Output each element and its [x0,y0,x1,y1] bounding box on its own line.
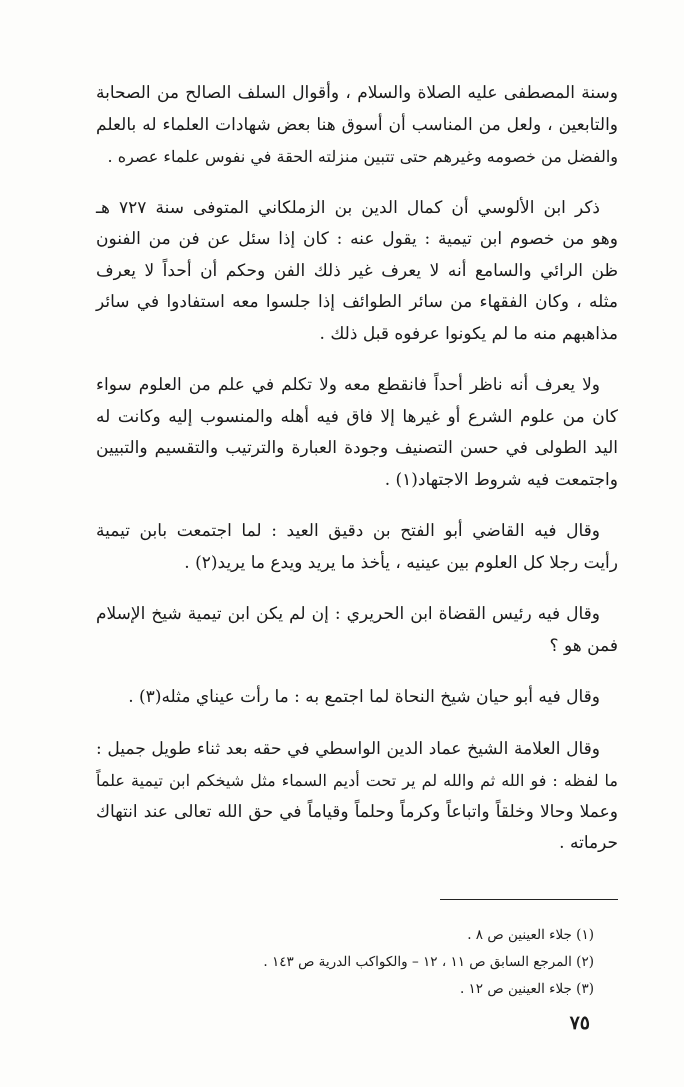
footnote-3: (٣) جلاء العينين ص ١٢ . [459,981,594,997]
footnote-2: (٢) المرجع السابق ص ١١ ، ١٢ – والكواكب الدرية ص ١٤٣ . [263,954,594,970]
text-line: ظن الرائي والسامع أنه لا يعرف غير ذلك الفن وحكم أن أحداً لا يعرف [96,260,618,281]
paragraph-4 [96,516,618,579]
text-line: رأيت رجلا كل العلوم بين عينيه ، يأخذ ما يريد ويدع ما يريد(٢) . [184,552,618,573]
text-line: كان من علوم الشرع أو غيرها إلا فاق فيه أهله والمنسوب إليه وكانت له [96,406,618,427]
paragraph-5 [96,599,618,662]
text-line: ولا يعرف أنه ناظر أحداً فانقطع معه ولا تكلم في علم من العلوم سواء [96,375,600,395]
footnotes [120,922,594,1003]
paragraph-6 [96,682,618,714]
paragraph-1 [96,78,618,173]
footnote-separator [440,899,618,900]
text-line: وعملا وحالا وخلقاً واتباعاً وكرماً وحلماً وقياماً في حق الله تعالى عند انتهاك [96,801,618,822]
text-line: والتابعين ، ولعل من المناسب أن أسوق هنا بعض شهادات العلماء له بالعلم [96,114,618,135]
body-text [96,78,618,880]
text-line: وسنة المصطفى عليه الصلاة والسلام ، وأقوال السلف الصالح من الصحابة [96,83,618,103]
text-line: واجتمعت فيه شروط الاجتهاد(١) . [384,469,618,490]
text-line: مثله ، وكان الفقهاء من سائر الطوائف إذا جلسوا معه استفادوا في سائر [96,292,618,312]
paragraph-3 [96,370,618,496]
text-line: وقال فيه أبو حيان شيخ النحاة لما اجتمع به : ما رأت عيناي مثله(٣) . [128,687,600,707]
paragraph-2 [96,193,618,351]
text-line: والفضل من خصومه وغيرهم حتى تتبين منزلته الحقة في نفوس علماء عصره . [107,147,618,166]
text-line: وقال فيه رئيس القضاة ابن الحريري : إن لم يكن ابن تيمية شيخ الإسلام [96,604,600,624]
text-line: مذاهبهم منه ما لم يكونوا عرفوه قبل ذلك . [319,323,618,344]
text-line: ما لفظه : فو الله ثم والله لم ير تحت أديم السماء مثل شيخكم ابن تيمية علماً [96,771,618,790]
text-line: ذكر ابن الألوسي أن كمال الدين بن الزملكاني المتوفى سنة ٧٢٧ هـ [96,197,600,218]
footnote-1: (١) جلاء العينين ص ٨ . [467,927,594,943]
text-line: وقال العلامة الشيخ عماد الدين الواسطي في حقه بعد ثناء طويل جميل : [96,738,600,759]
text-line: فمن هو ؟ [549,635,618,656]
text-line: وقال فيه القاضي أبو الفتح بن دقيق العيد : لما اجتمعت بابن تيمية [96,521,600,541]
text-line: وهو من خصوم ابن تيمية : يقول عنه : كان إذا سئل عن فن من الفنون [96,229,618,249]
text-line: حرماته . [559,833,618,853]
page-number: ٧٥ [569,1012,590,1034]
text-line: اليد الطولى في حسن التصنيف وجودة العبارة والترتيب والتقسيم والتبيين [96,438,618,458]
paragraph-7 [96,734,618,860]
